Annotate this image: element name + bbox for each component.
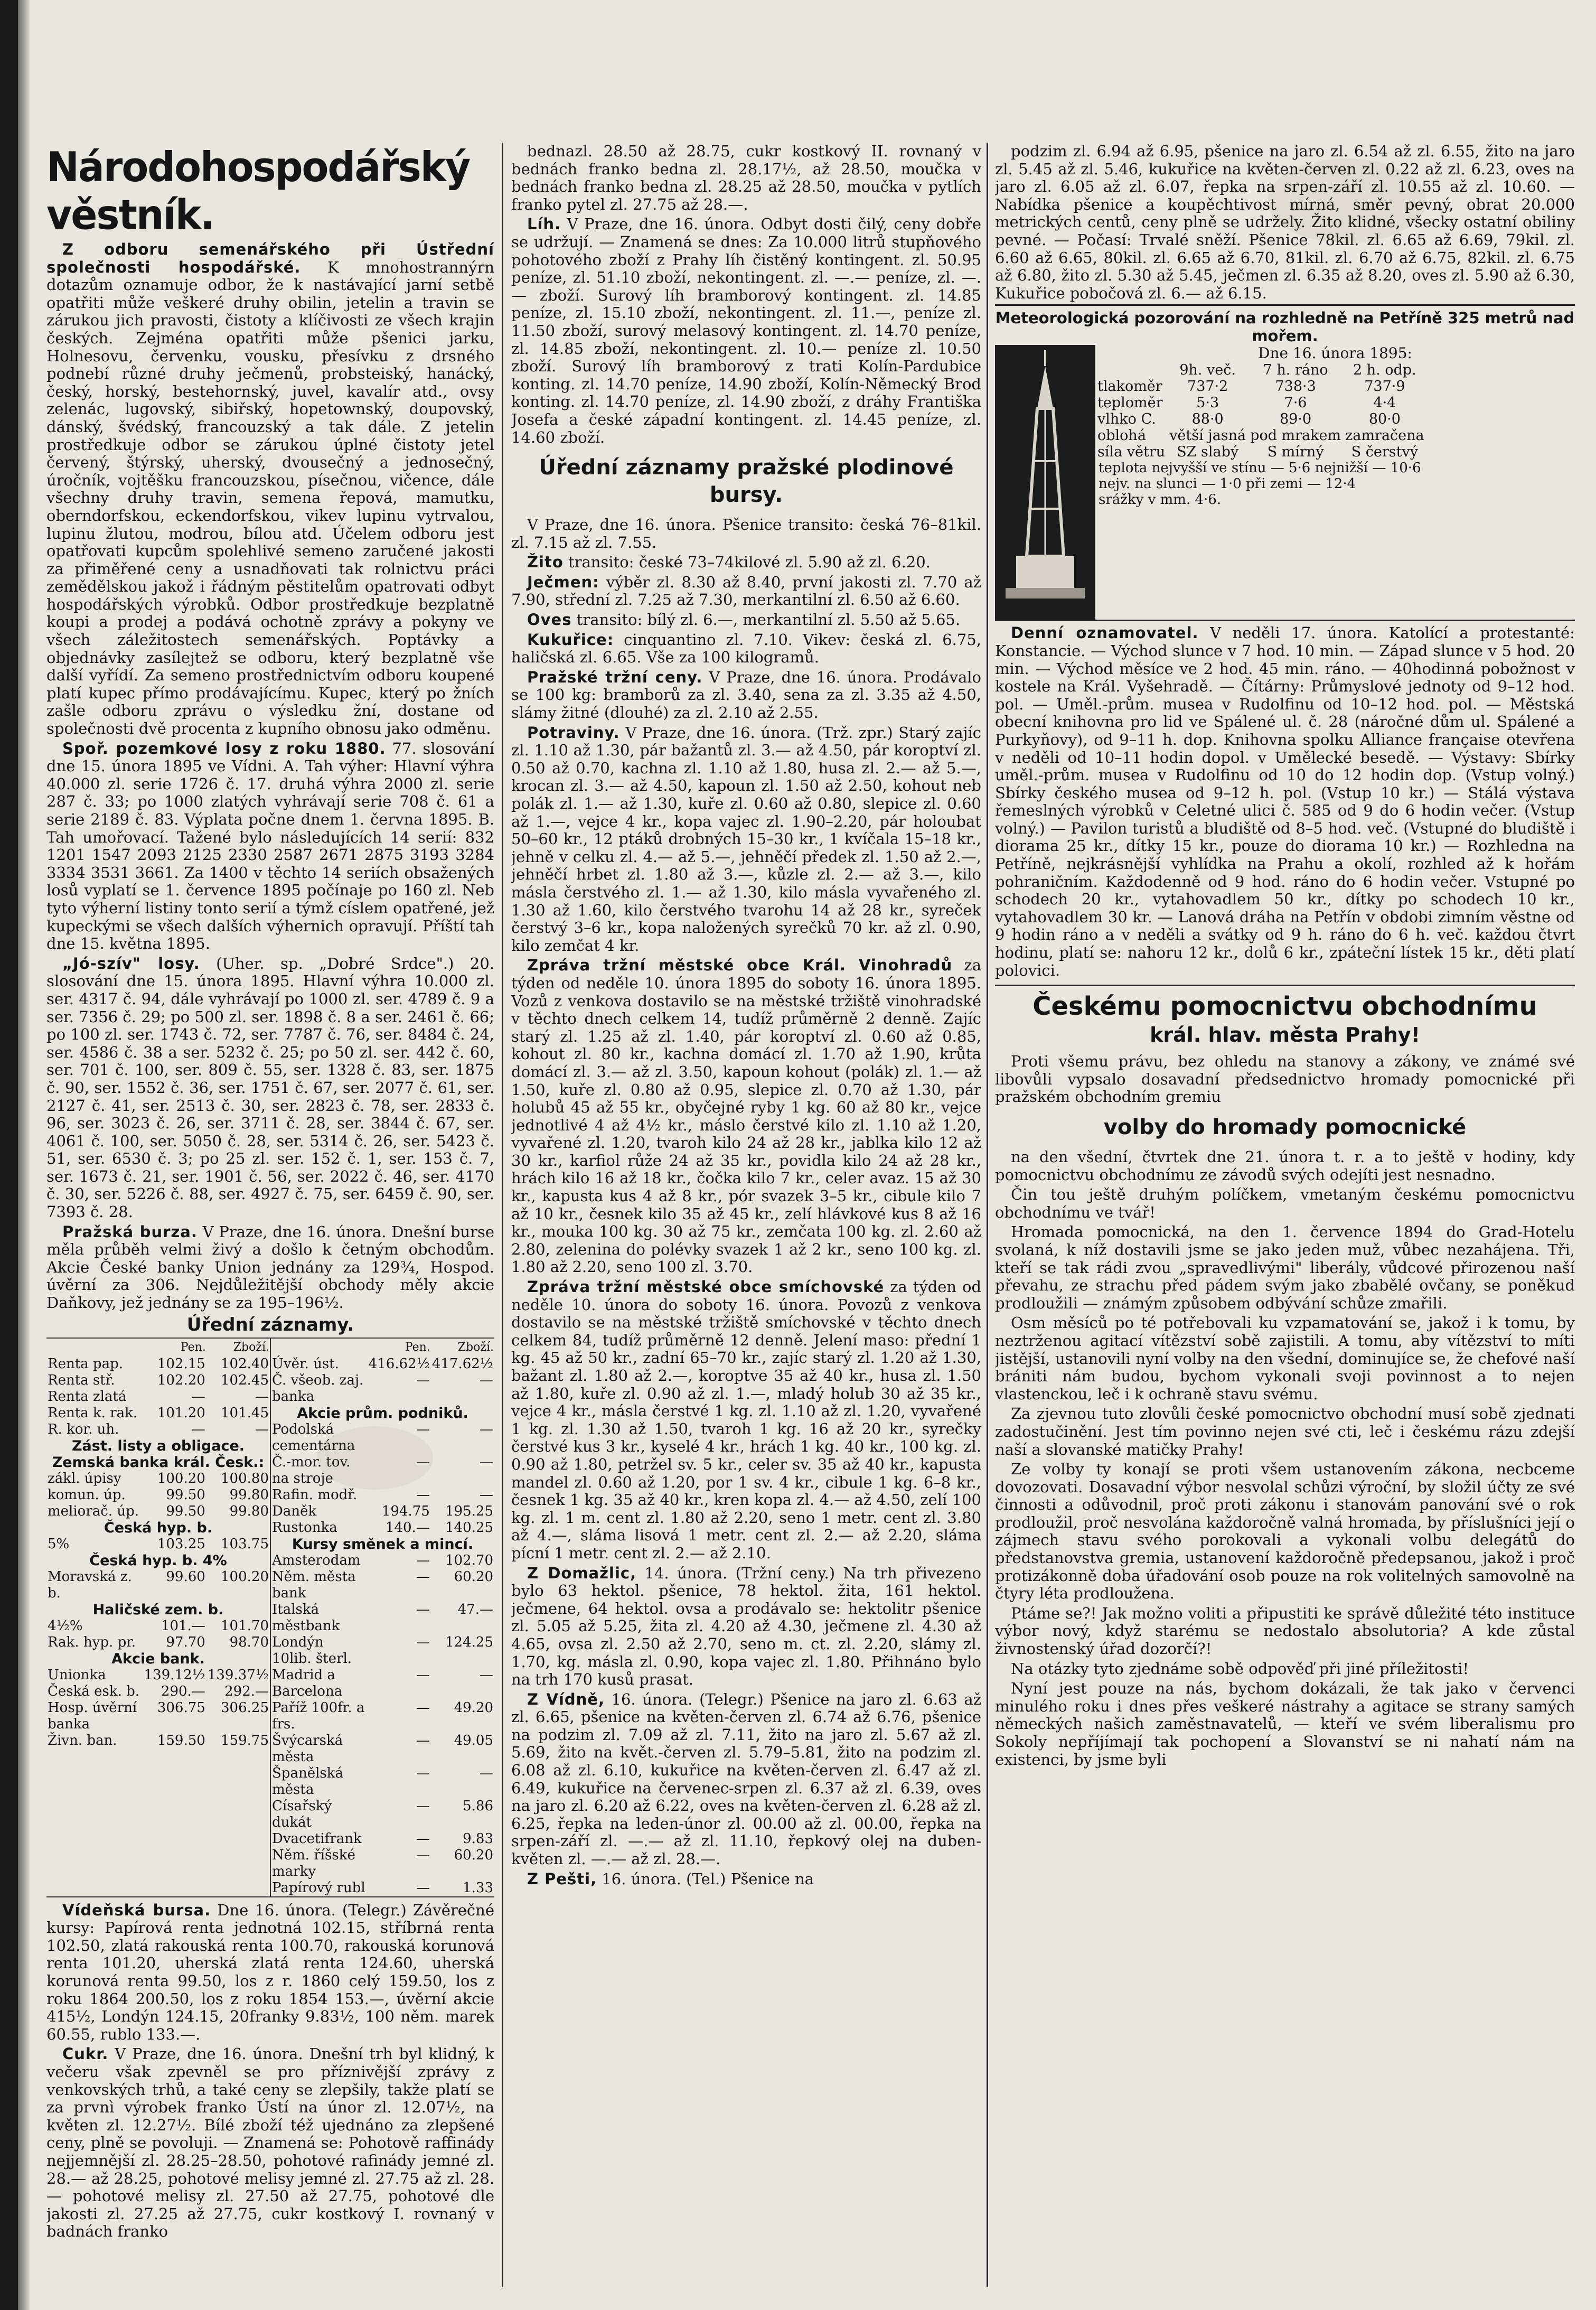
meteo-value: 7·6 xyxy=(1284,395,1307,412)
meteo-row xyxy=(1095,395,1426,411)
quote-goods: 98.70 xyxy=(229,1634,269,1650)
article-lead: Pražské tržní ceny. xyxy=(527,668,703,686)
quote-row xyxy=(271,1634,494,1667)
article-text: 16. února. (Telegr.) Pšenice na jaro zl. 6.63 až zl. 6.65, pšenice na květen-červen zl. 6.74 až 6.76, pšenice na podzim zl. 7.09 až zl. 7.11, žito na jaro zl. 5.67 až zl. 5.69, žito na květ.-červen zl. 5.79–5.81, žito na podzim zl. 6.08 až zl. 6.10, kukuřice na květen-červen zl. 6.47 až zl. 6.49, kukuřice na červenec-srpen zl. 6.37 až zl. 6.39, oves na jaro zl. 6.20 až 6.22, oves na květen-červen zl. 6.28 až zl. 6.25, řepka na leden-únor zl. 00.00 až zl. 00.00, řepka na srpen-září zl. —.— až zl. 11.10, řepkový olej na duben-květen zl. —.— až zl. 28.—. xyxy=(511,1690,981,1868)
quote-name: Renta stř. xyxy=(48,1372,115,1388)
quote-money: 99.50 xyxy=(166,1503,205,1519)
quote-goods: 49.20 xyxy=(454,1699,493,1716)
quote-money: 102.20 xyxy=(157,1372,205,1388)
quote-money: — xyxy=(416,1830,430,1847)
appeal-paragraph: na den všední, čtvrtek dne 21. února t. r. a to ještě v hodiny, kdy pomocnictvu obchodnímu ze závodů svých odejíti jest nesnadno. xyxy=(995,1148,1575,1184)
quote-name: Renta pap. xyxy=(48,1355,123,1372)
quote-goods: 292.— xyxy=(224,1683,269,1699)
meteo-label: vlhko C. xyxy=(1097,411,1156,428)
quote-row xyxy=(46,1684,270,1700)
quote-name: Haličské zem. b. xyxy=(92,1601,224,1618)
article-paragraph xyxy=(995,624,1575,979)
appeal-paragraph: Na otázky tyto zjednáme sobě odpověď při jiné příležitosti! xyxy=(1011,1659,1469,1678)
article-text: podzim zl. 6.94 až 6.95, pšenice na jaro zl. 6.54 až zl. 6.55, žito na jaro zl. 5.45 až zl. 5.46, kukuřice na květen-červen zl. 0.22 až zl. 6.23, oves na jaro zl. 6.05 až zl. 6.07, řepka na srpen-září zl. 10.55 až zl. 10.60. — Nabídka pšenice a koupěchtivost mírná, směr pevný, obrat 20.000 metrických centů, ceny plně se udržely. Žito klidné, všecky ostatní obiliny pevné. — Počasí: Trvalé sněží. Pšenice 78kil. zl. 6.65 až 6.69, 79kil. zl. 6.60 až 6.65, 80kil. zl. 6.65 až 6.70, 81kil. zl. 6.70 až 6.75, 82kil. zl. 6.75 až 6.80, žito zl. 5.30 až 5.45, ječmen zl. 6.35 až 8.20, oves zl. 5.90 až 6.30, Kukuřice pobočová zl. 6.— až 6.15. xyxy=(995,143,1575,302)
article-paragraph xyxy=(511,1691,981,1868)
col3-articles-b xyxy=(995,624,1575,979)
meteo-label: teploměr xyxy=(1097,395,1163,412)
article-text: V Praze, dne 16. února. Odbyt dosti čilý, ceny dobře se udržují. — Znamená se dnes: Za 10.000 litrů stupňového pohotového zboží z Prahy líh čistěný kontingent. zl. 50.95 peníze, zl. 51.10 zboží, nekontingent. zl. —.— peníze, zl. —.— zboží. Surový líh bramborový kontingent. zl. 14.85 peníze, zl. 15.10 zboží, nekontingent. zl. 11.—, peníze zl. 11.50 zboží, surový melasový kontingent. zl. 14.70 peníze, zl. 14.85 zboží, nekontingent. zl. 10.— peníze zl. 10.50 zboží. Surový líh bramborový z trati Kolín-Pardubice konting. zl. 14.70 peníze, 14.90 zboží, Kolín-Německý Brod konting. zl. 14.70 peníze, zl. 14.90 zboží, z dráhy Františka Josefa a české západní kontingent. zl. 14.45 peníze, zl. 14.60 zboží. xyxy=(511,215,981,446)
column-markets xyxy=(511,143,981,2287)
quote-goods: 159.75 xyxy=(221,1732,269,1748)
meteo-date: Dne 16. února 1895: xyxy=(1258,344,1412,362)
quote-goods: 102.70 xyxy=(445,1552,493,1568)
quote-name: R. kor. uh. xyxy=(48,1421,119,1437)
quotes-header-cell: Pen. xyxy=(405,1340,430,1354)
quote-name: Papírový rubl xyxy=(272,1879,365,1896)
article-paragraph xyxy=(46,1223,494,1312)
quotes-header-cell: Zboží. xyxy=(233,1340,269,1354)
quote-money: — xyxy=(416,1568,430,1585)
quote-name: Něm. města bank xyxy=(272,1568,356,1601)
quote-name: Zemská banka král. Česk.: xyxy=(52,1454,265,1471)
quote-goods: 5.86 xyxy=(463,1798,493,1814)
page-binding-shadow xyxy=(18,0,30,2310)
quote-name: Rak. hyp. pr. xyxy=(48,1634,136,1650)
quote-money: — xyxy=(416,1601,430,1617)
article-lead: Pražská burza. xyxy=(62,1222,198,1241)
appeal-title: Českému pomocnictvu obchodnímu xyxy=(995,985,1575,1022)
quote-money: 290.— xyxy=(161,1683,205,1699)
quote-name: Živn. ban. xyxy=(48,1732,117,1748)
quote-row xyxy=(46,1421,270,1438)
article-text: bednazl. 28.50 až 28.75, cukr kostkový II. rovnaný v bednách franko bedna zl. 28.17½, až 28.50, moučka v bednách franko bedna zl. 28.25 až 28.50, moučka v pytlích franko pytel zl. 27.75 až 28.—. xyxy=(511,143,981,213)
quote-money: — xyxy=(416,1732,430,1748)
quote-money: — xyxy=(416,1847,430,1863)
quote-money: 416.62½ xyxy=(368,1355,430,1372)
article-paragraph xyxy=(511,554,981,572)
quote-goods: 1.33 xyxy=(463,1879,493,1896)
article-paragraph xyxy=(511,216,981,446)
article-lead: Denní oznamovatel. xyxy=(1011,624,1199,642)
quote-goods: — xyxy=(480,1454,493,1470)
meteo-value: S mírný xyxy=(1267,444,1324,461)
article-lead: Líh. xyxy=(527,215,561,233)
meteo-temp: teplota nejvyšší ve stínu — 5·6 nejnižší — 10·6 nejv. na slunci — 1·0 při zemi — 12·4 srážky v mm. 4·6. xyxy=(1099,460,1421,508)
article-lead: Žito xyxy=(527,553,564,572)
quote-row xyxy=(46,1602,270,1618)
quote-name: Italská městbank xyxy=(272,1601,340,1634)
article-text: K mnohostrannýrn dotazům oznamuje odbor, že k nastávající jarní setbě opatřiti může veškeré druhy obilin, jetelin a travin se zárukou jich pravosti, čistoty a klíčivosti ze všech krajin českých. Zejména opatřiti může pšenici jarku, Holnesovu, červenku, vousku, přesívku z drsného podnebí různé druhy ječmenů, probsteiský, hanácký, český, horský, bestehornský, juvel, kavalír atd., ovsy zelenác, lugovský, sibiřský, hopetownský, doupovský, dánský, švédský, francouzský a tak dále. Z jetelin prostředkuje odbor se zárukou úplné čistoty jetel červený, štýrský, uherský, dvousečný a jednosečný, úročník, vojtěšku francouzskou, písečnou, vičence, dále všechny druhy travin, semena řepová, mamutku, oberndorfskou, eckendorfskou, vikev lupinu vytrvalou, lupinu žlutou, modrou, bílou atd. Účelem odboru jest opatřovati kupcům spolehlivé semeno zaručené jakosti za přiměřené ceny a usnadňovati tak rolnictvu práci zemědělskou jakož i řádným pěstitelům opatrovati odbyt hospodářských výrobků. Odbor prostředkuje bezplatně koupi a prodej a podává ochotně zprávy a pokyny ve všech záležitostech semenářských. Poptávky a objednávky zasílejtež se odboru, který bezplatně vše další vyřídí. Za semeno prostřednictvím odboru koupené platí kupec přímo prodávajícímu. Kupec, který po žních zašle odboru zprávu o výsledku žní, dostane od společnosti dvě procenta z kupního obnosu jako odměnu. xyxy=(46,258,494,738)
article-paragraph xyxy=(511,1871,981,1888)
quote-money: — xyxy=(416,1372,430,1388)
col1-articles-after xyxy=(46,1902,494,2241)
quote-name: Renta k. rak. xyxy=(48,1405,138,1421)
article-paragraph xyxy=(511,516,981,551)
article-paragraph xyxy=(46,1902,494,2044)
appeal-paragraph: Osm měsíců po té potřebovali ku vzpamatování se, jakož i k tomu, by neztrženou agitací vítězství sobě zajistili. A tomu, aby vítězství to míti jistější, ustanovili nyní volby na den všední, dominujíce se, že chefové naší brániti nám budou, bychom vykonali svoji povinnost a to nejen vlastenckou, leč i k ochraně stavu svému. xyxy=(995,1314,1575,1403)
article-lead: Z Pešti, xyxy=(527,1869,597,1888)
quote-money: — xyxy=(416,1798,430,1814)
article-lead: Oves xyxy=(527,611,572,629)
quotes-header-cell xyxy=(271,1339,368,1356)
quote-name: Česká hyp. b. xyxy=(104,1519,213,1536)
quote-name: Akcie prům. podniků. xyxy=(297,1405,468,1421)
quote-name: komun. úp. xyxy=(48,1486,126,1503)
quote-goods: 9.83 xyxy=(463,1830,493,1847)
quote-name: Madrid a Barcelona xyxy=(272,1667,343,1699)
quote-goods: 417.62½ xyxy=(431,1355,493,1372)
quote-row xyxy=(46,1356,270,1372)
section-masthead: Národohospodářský věstník. xyxy=(46,143,470,239)
appeal-paragraph: Ptáme se?! Jak možno voliti a připustiti ke správě důležité této instituce výbor nový, když starému se nedostalo absolutoria? A kde zůstal živnostenský úřad dozorčí?! xyxy=(995,1604,1575,1658)
quote-goods: 103.75 xyxy=(221,1536,269,1552)
meteo-table xyxy=(1095,362,1426,460)
article-text: transito: bílý zl. 6.—, merkantilní zl. 5.50 až 5.65. xyxy=(576,611,961,629)
quote-row xyxy=(46,1438,270,1454)
meteo-label: síla větru xyxy=(1097,444,1166,461)
quote-name: Švýcarská města xyxy=(272,1732,343,1765)
quote-name: Zást. listy a obligace. xyxy=(71,1437,245,1454)
quote-row xyxy=(46,1569,270,1602)
meteo-value: 5·3 xyxy=(1196,395,1219,412)
col2-articles-b xyxy=(511,516,981,1888)
article-text: 16. února. (Tel.) Pšenice na xyxy=(602,1869,814,1888)
quote-row xyxy=(271,1405,494,1421)
article-paragraph xyxy=(511,1565,981,1689)
quote-name: zákl. úpisy xyxy=(48,1470,121,1486)
quote-row xyxy=(46,1536,270,1553)
meteo-title: Meteorologická pozorování na rozhledně na Petříně 325 metrů nad mořem. xyxy=(995,304,1575,345)
quote-money: 306.75 xyxy=(157,1699,205,1716)
article-lead: Zpráva tržní městské obce Král. Vinohradů xyxy=(527,956,953,975)
meteo-time: 9h. več. xyxy=(1179,362,1236,379)
quote-row xyxy=(271,1569,494,1602)
quote-goods: 195.25 xyxy=(445,1503,493,1519)
quote-goods: — xyxy=(255,1388,269,1405)
meteo-value: 4·4 xyxy=(1373,395,1396,412)
quote-row xyxy=(271,1700,494,1733)
quote-goods: 101.70 xyxy=(221,1617,269,1634)
meteo-box xyxy=(995,345,1575,621)
article-text: (Uher. sp. „Dobré Srdce".) 20. slosování dne 15. února 1895. Hlavní výhra 10.000 zl. ser. 4317 č. 94, dále vyhrávají po 1000 zl. ser. 4789 č. 9 a ser. 7356 č. 29; po 500 zl. ser. 1898 č. 8 a ser. 2461 č. 66; po 100 zl. ser. 1743 č. 72, ser. 7787 č. 76, ser. 8484 č. 24, ser. 4586 č. 38 a ser. 5232 č. 25; po 50 zl. ser. 442 č. 60, ser. 701 č. 100, ser. 809 č. 55, ser. 1328 č. 83, ser. 1875 č. 90, ser. 1552 č. 36, ser. 1751 č. 67, ser. 2077 č. 61, ser. 2127 č. 41, ser. 2513 č. 30, ser. 2823 č. 78, ser. 2833 č. 96, ser. 3023 č. 26, ser. 3711 č. 28, ser. 3844 č. 67, ser. 4061 č. 100, ser. 5050 č. 28, ser. 5314 č. 26, ser. 5423 č. 51, ser. 6530 č. 3; po 25 zl. ser. 152 č. 1, ser. 153 č. 7, ser. 1673 č. 21, ser. 1901 č. 56, ser. 2022 č. 46, ser. 4170 č. 30, ser. 5226 č. 88, ser. 4927 č. 75, ser. 6459 č. 90, ser. 7393 č. 28. xyxy=(46,954,494,1221)
meteo-row xyxy=(1095,378,1426,395)
quote-goods: 140.25 xyxy=(445,1519,493,1536)
meteo-value: 738·3 xyxy=(1275,378,1316,395)
meteo-value: větší jasná xyxy=(1169,427,1246,444)
appeal-intro: Proti všemu právu, bez ohledu na stanovy a zákony, ve známé své libovůli vypsalo dosavadní předsednictvo hromady pomocnické při pražském obchodním gremiu xyxy=(995,1052,1575,1106)
quote-row xyxy=(46,1454,270,1471)
quote-goods: — xyxy=(480,1765,493,1781)
quote-name: Česká hyp. b. 4% xyxy=(89,1552,227,1569)
article-lead: Ječmen: xyxy=(527,573,599,591)
column-rule-2 xyxy=(987,143,988,2287)
quote-money: 103.25 xyxy=(157,1536,205,1552)
quote-goods: 139.37½ xyxy=(207,1667,269,1683)
quote-row xyxy=(271,1831,494,1847)
quote-money: — xyxy=(416,1667,430,1683)
quote-row xyxy=(271,1667,494,1700)
article-lead: Z Domažlic, xyxy=(527,1564,637,1582)
appeal-paragraph: Nyní jest pouze na nás, bychom dokázali, že tak jako v červenci minulého roku i dnes přes veškeré nástrahy a agitace se strany samých německých našich zaměstnavatelů, — kteří ve svém liberalismu pro Sokoly nepříjímají tak pochopení a Slovanství se ni nahatí nám na existenci, by jsme byli xyxy=(995,1679,1575,1769)
quote-name: Londýn 10lib. šterl. xyxy=(272,1634,352,1667)
quote-row xyxy=(46,1520,270,1536)
quote-row xyxy=(271,1765,494,1798)
meteo-corner xyxy=(1095,362,1167,378)
quote-row xyxy=(271,1372,494,1405)
quote-goods: 100.20 xyxy=(221,1568,269,1585)
quote-money: 102.15 xyxy=(157,1355,205,1372)
quote-row xyxy=(271,1733,494,1765)
quote-goods: 60.20 xyxy=(454,1847,493,1863)
quote-row xyxy=(271,1847,494,1880)
quote-name: Španělská města xyxy=(272,1765,344,1798)
meteo-value: 89·0 xyxy=(1280,411,1312,428)
quote-goods: — xyxy=(255,1421,269,1437)
grain-exchange-title: Úřední záznamy pražské plodinové bursy. xyxy=(539,455,954,508)
article-lead: „Jó-szív" losy. xyxy=(62,954,200,972)
quote-row xyxy=(271,1356,494,1372)
quote-name: Hosp. úvěrní banka xyxy=(48,1699,137,1732)
article-text: V Praze, dne 16. února. Prodávalo se 100 kg: bramborů za zl. 3.40, sena za zl. 3.35 až 4.50, slámy žitné (dlouhé) za zl. 2.10 až 2.55. xyxy=(511,668,981,722)
quote-money: — xyxy=(416,1486,430,1503)
article-lead: Z odboru semenářského při Ústřední společnosti hospodářské. xyxy=(46,240,494,276)
quote-goods: 102.45 xyxy=(221,1372,269,1388)
quote-row xyxy=(271,1536,494,1553)
article-lead: Kukuřice: xyxy=(527,630,614,649)
article-paragraph xyxy=(46,2045,494,2241)
quote-name: Podolská cementárna xyxy=(272,1421,355,1454)
article-text: V neděli 17. února. Katolící a protestanté: Konstancie. — Východ slunce v 7 hod. 10 min. — Západ slunce v 5 hod. 20 min. — Východ měsíce ve 2 hod. 45 min. ráno. — 40hodinná pobožnost v kostele na Král. Vyšehradě. — Čítárny: Průmyslové jednoty od 9–12 hod. pol. — Uměl.-prům. musea v Rudolfinu od 10–12 hod. pol. — Městská obecní knihovna pro lid ve Spálené ul. č. 28 (náročné dům ul. Spálené a Purkyňovy), od 9–11 h. dop. Knihovna spolku Alliance française otevřena v neděli od 10–11 hodin dopol. v Umělecké besedě. — Výstavy: Sbírky uměl.-prům. musea v Rudolfinu od 10 do 12 hodin dop. (Vstup volný.) Sbírky českého musea od 9–12 h. pol. (Vstup 10 kr.) — Stálá výstava řemeslných výrobků v Celetné ulici č. 585 od 9 do 6 hodin večer. (Vstup volný.) — Pavilon turistů a bludiště od 8–5 hod. več. (Vstupné do bludiště i diorama 25 kr., dítky 15 kr., pouze do diorama 10 kr.) — Rozhledna na Petříně, nejkrásnější vyhlídka na Prahu a okolí, rozhled až k hořám pohraničním. Každodenně od 9 hod. ráno do 6 hodin večer. Vstupné po schodech 20 kr., vytahovadlem 50 kr., dítky po schodech 10 kr., vytahovadlem 30 kr. — Lanová dráha na Petřín v obdobi zimním věstne od 9 hodin ráno a v neděli a svátky od 9 h. ráno do 6 h. več. každou čtvrt hodinu, platí se: nahoru 12 kr., dolů 6 kr., zpáteční lístek 15 kr., děti platí polovici. xyxy=(995,624,1575,979)
quote-money: — xyxy=(416,1552,430,1568)
article-paragraph xyxy=(46,740,494,953)
quote-money: 99.60 xyxy=(166,1568,205,1585)
quote-row xyxy=(271,1503,494,1520)
meteo-value: SZ slabý xyxy=(1177,444,1239,461)
article-paragraph xyxy=(511,724,981,955)
meteo-value: zamračena xyxy=(1345,427,1424,444)
col2-articles xyxy=(511,143,981,446)
article-text: V Praze, dne 16. února. Dnešní burse měla průběh velmi živý a došlo k četným obchodům. Akcie České banky Union jednány za 129¾, Hospod. úvěrní za 306. Nejdůležitější obchody měly akcie Daňkovy, jež jednány se za 195–196½. xyxy=(46,1222,494,1312)
quote-row xyxy=(46,1634,270,1651)
appeal-paragraph: Za zjevnou tuto zlovůli české pomocnictvo obchodní musí sobě zjednati zadostučinění. Jest tím povinno nejen své cti, leč i českému rázu zdejší naší a slovanské matičky Prahy! xyxy=(995,1405,1575,1458)
quote-money: 101.20 xyxy=(157,1405,205,1421)
quote-money: 100.20 xyxy=(157,1470,205,1486)
quote-row xyxy=(46,1503,270,1520)
article-paragraph xyxy=(46,955,494,1221)
quote-money: — xyxy=(416,1879,430,1896)
quote-name: Něm. říšské marky xyxy=(272,1847,355,1879)
meteo-header-row xyxy=(1095,362,1426,378)
quote-row xyxy=(46,1471,270,1487)
quote-money: — xyxy=(191,1421,205,1437)
page-binding-edge xyxy=(0,0,18,2310)
quote-row xyxy=(46,1405,270,1421)
quote-name: Rafin. modř. xyxy=(272,1486,358,1503)
quote-goods: — xyxy=(480,1421,493,1437)
quote-name: Rustonka xyxy=(272,1519,337,1536)
quote-goods: — xyxy=(480,1486,493,1503)
petrin-tower-illustration xyxy=(995,345,1095,620)
appeal-subtitle: král. hlav. města Prahy! xyxy=(1150,1023,1420,1047)
meteo-value: 88·0 xyxy=(1191,411,1224,428)
quote-name: Moravská z. b. xyxy=(48,1568,132,1601)
quote-name: 4½% xyxy=(48,1617,83,1634)
meteo-row xyxy=(1095,427,1426,444)
quote-name: Daněk xyxy=(272,1503,317,1519)
column-economic-news xyxy=(46,143,494,2287)
quote-money: — xyxy=(416,1765,430,1781)
article-paragraph xyxy=(995,143,1575,302)
quote-row xyxy=(271,1798,494,1831)
quote-name: Kursy směnek a mincí. xyxy=(292,1536,474,1553)
article-text: za týden od neděle 10. února do soboty 16. února. Povozů z venkova dostavilo se na městské tržiště smíchovské v těchto dnech celkem 84, tudíž průměrně 12 denně. Jelení maso: přední 1 kg. 45 až 50 kr., zadní 65–70 kr., zajíc starý zl. 1.20 až 1.30, bažant zl. 1.80 až 2.—, koroptve 35 až 40 kr., husa zl. 1.50 až 1.80, kuře zl. 0.90 až zl. 1.—, mladý holub 30 až 35 kr., vejce 4 kr., másla čerstvé 1 kg. zl. 1.10 až zl. 1.20, vyvařené 1 kg. zl. 1.30 až 1.50, tvaroh 1 kg. 16 až 20 kr., syrečky čerstvé kus 3 kr., kyselé 4 kr., hrách 1 kg. 40 kr., 100 kg. zl. 0.90 až 1.80, petržel sv. 5 kr., celer sv. 35 až 40 kr., kapusta mandel zl. 0.60 až 1.20, por 1 sv. 4 kr., cibule 1 kg. 6–8 kr., česnek 1 kg. 35 až 40 kr., kren kopa zl. 4.— až 4.50, zelí 100 kg. zl. 1 m. cent zl. 1.80 až 2.20, seno 1 metr. cent zl. 3.80 až 4.—, sláma lisová 1 metr. cent zl. 2.— až 2.20, sláma pícní 1 metr. cent zl. 2.— až 2.10. xyxy=(511,1278,981,1562)
meteo-row xyxy=(1095,411,1426,427)
quotes-table xyxy=(46,1338,494,1897)
quotes-header-cell: Zboží. xyxy=(457,1340,494,1354)
col1-articles xyxy=(46,241,494,1312)
article-lead: Zpráva tržní městské obce smíchovské xyxy=(527,1278,885,1296)
quote-row xyxy=(46,1487,270,1503)
article-text: 14. února. (Tržní ceny.) Na trh přivezeno bylo 63 hektol. pšenice, 78 hektol. žita, 161 hektol. ječmene, 64 hektol. ovsa a prodávalo se: hektolitr pšenice zl. 5.05 až 5.25, žita zl. 4.20 až 4.30, ječmene zl. 4.30 až 4.65, ovsa zl. 2.50 až 2.70, seno m. ct. zl. 2.20, slámy zl. 1.70, kg. másla zl. 0.90, kopa vajec zl. 1.80. Přihnáno bylo na trh 170 kusů prasat. xyxy=(511,1564,981,1689)
article-text: transito: české 73–74kilové zl. 5.90 až zl. 6.20. xyxy=(568,553,931,572)
meteo-value: 737·2 xyxy=(1187,378,1228,395)
quote-goods: 99.80 xyxy=(229,1486,269,1503)
article-paragraph xyxy=(46,241,494,738)
quote-row xyxy=(271,1553,494,1569)
quote-row xyxy=(46,1667,270,1684)
quote-goods: — xyxy=(480,1667,493,1683)
quote-goods: 306.25 xyxy=(221,1699,269,1716)
quote-money: 97.70 xyxy=(166,1634,205,1650)
quote-row xyxy=(46,1700,270,1733)
article-lead: Cukr. xyxy=(62,2045,109,2063)
quote-money: — xyxy=(416,1421,430,1437)
quote-goods: 101.45 xyxy=(221,1405,269,1421)
quote-money: 140.— xyxy=(385,1519,430,1536)
quote-name: Č.-mor. tov. na stroje xyxy=(272,1454,351,1486)
quote-goods: — xyxy=(480,1372,493,1388)
quotes-title: Úřední záznamy. xyxy=(186,1314,354,1335)
quote-money: — xyxy=(416,1699,430,1716)
quote-money: 99.50 xyxy=(166,1486,205,1503)
quote-goods: 49.05 xyxy=(454,1732,493,1748)
article-text: V Praze, dne 16. února. (Trž. zpr.) Starý zajíc zl. 1.10 až 1.30, pár bažantů zl. 3.— až 4.50, pár koroptví zl. 0.50 až 0.70, kachna zl. 1.10 až 1.80, husa zl. 2.— až 5.—, krocan zl. 3.— až 4.50, kapoun zl. 1.50 až 2.50, kohout neb polák zl. 1.— až 1.30, kuře zl. 0.60 až 0.80, slepice zl. 0.60 až 1.—, vejce 4 kr., kopa vajec zl. 1.90–2.20, pár holoubat 50–60 kr., 12 ptáků drobných 15–30 kr., 1 kvíčala 15–18 kr., jehně v celku zl. 4.— až 5.—, jehněčí předek zl. 1.50 až 2.—, jehněčí hrbet zl. 1.80 až 3.—, kůzle zl. 2.— až 3.—, kilo másla čerstvého zl. 1.— až 1.30, kilo másla vyvařeného zl. 1.30 až 1.60, kilo čerstvého tvarohu 14 až 28 kr., syreček čerstvý 3–6 kr., kopa naložených syrečků 70 kr. až zl. 0.90, kilo zemčat 4 kr. xyxy=(511,723,981,955)
article-text: cinquantino zl. 7.10. Vikev: česká zl. 6.75, haličská zl. 6.65. Vše za 100 kilogramů. xyxy=(511,630,981,667)
quote-goods: 124.25 xyxy=(445,1634,493,1650)
quote-row xyxy=(271,1421,494,1454)
col3-articles xyxy=(995,143,1575,302)
quote-name: Úvěr. úst. xyxy=(272,1355,339,1372)
article-text: za týden od neděle 10. února 1895 do soboty 16. února 1895. Vozů z venkova dostavilo se na městské tržiště vinohradské v těchto dnech celkem 14, tudíž průměrně 2 denně. Zajíc starý zl. 1.25 až zl. 1.40, pár koroptví zl. 0.60 až 0.85, kohout zl. 80 kr., kachna domácí zl. 1.70 až 1.90, krůta domácí zl. 3.— až zl. 3.50, kapoun kohout (polák) zl. 1.— až 1.50, kuře zl. 0.80 až 0.95, slepice zl. 0.70 až 1.30, pár holubů 45 až 55 kr., obyčejné ryby 1 kg. 60 až 80 kr., vejce jednotlivé 4 až 4½ kr., máslo čerstvé kilo zl. 1.10 až 1.20, vyvařené zl. 1.20, tvaroh kilo 24 až 28 kr., jablka kilo 12 až 30 kr., karfiol růže 24 až 35 kr., povidla kilo 24 až 28 kr., hrách kilo 16 až 18 kr., čočka kilo 7 kr., celer avaz. 15 až 30 kr., kapusta kus 4 až 8 kr., pór svazek 3–5 kr., cibule kilo 7 až 10 kr., česnek kilo 35 až 45 kr., zelí hlávkové kus 8 až 16 kr., mouka 100 kg. 30 až 75 kr., zemčata 100 kg. zl. 2.60 až 2.80, zelenina do polévky svazek 1 až 2 kr., seno 100 kg. zl. 1.80 až 2.20, seno 100 zl. 3.70. xyxy=(511,956,981,1276)
quote-goods: 102.40 xyxy=(221,1355,269,1372)
quote-money: 101.— xyxy=(161,1617,205,1634)
quote-row xyxy=(46,1651,270,1667)
quote-money: — xyxy=(416,1454,430,1470)
quotes-header-cell: Pen. xyxy=(180,1340,206,1354)
meteo-value: 737·9 xyxy=(1364,378,1405,395)
quote-row xyxy=(271,1487,494,1503)
quote-goods: 47.— xyxy=(457,1601,493,1617)
meteo-label: tlakoměr xyxy=(1097,378,1162,395)
column-rule-1 xyxy=(502,143,503,2287)
quote-name: Česká esk. b. xyxy=(48,1683,140,1699)
article-lead: Vídeňská bursa. xyxy=(62,1901,211,1919)
article-text: výběr zl. 8.30 až 8.40, první jakosti zl. 7.70 až 7.90, střední zl. 7.25 až 7.30, merkantilní zl. 6.50 až 6.60. xyxy=(511,573,981,609)
article-lead: Z Vídně, xyxy=(527,1690,605,1708)
quote-row xyxy=(46,1389,270,1405)
quote-goods: 100.80 xyxy=(221,1470,269,1486)
quote-row xyxy=(46,1372,270,1389)
article-text: Dne 16. února. (Telegr.) Závěrečné kursy: Papírová renta jednotná 102.15, stříbrná renta 102.50, zlatá rakouská renta 100.70, rakouská korunová renta 101.20, uherská zlatá renta 124.60, uherská korunová renta 99.50, los z r. 1860 celý 159.50, los z roku 1864 200.50, los z roku 1854 153.—, úvěrní akcie 415½, Londýn 124.15, 20franky 9.83½, 100 něm. marek 60.55, rublo 133.—. xyxy=(46,1901,494,2043)
article-text: V Praze, dne 16. února. Pšenice transito: česká 76–81kil. zl. 7.15 až zl. 7.55. xyxy=(511,516,981,551)
appeal-body xyxy=(995,1148,1575,1769)
quote-name: Amsterodam xyxy=(272,1552,361,1568)
meteo-value: 80·0 xyxy=(1368,411,1401,428)
quote-money: 159.50 xyxy=(157,1732,205,1748)
quote-row xyxy=(46,1553,270,1569)
quote-goods: 99.80 xyxy=(229,1503,269,1519)
meteo-row xyxy=(1095,444,1426,460)
meteo-value: S čerstvý xyxy=(1351,444,1419,461)
quote-name: Č. všeob. zaj. banka xyxy=(272,1372,364,1405)
quote-row xyxy=(271,1602,494,1634)
quote-name: Dvacetifrank xyxy=(272,1830,362,1847)
article-paragraph xyxy=(511,631,981,667)
quote-money: — xyxy=(191,1388,205,1405)
quote-name: Akcie bank. xyxy=(111,1650,205,1667)
appeal-heading: volby do hromady pomocnické xyxy=(1103,1115,1467,1139)
article-paragraph xyxy=(511,1278,981,1563)
article-lead: Spoř. pozemkové losy z roku 1880. xyxy=(62,739,386,757)
quotes-header-cell xyxy=(46,1339,143,1356)
quote-money: — xyxy=(416,1634,430,1650)
appeal-paragraph: Hromada pomocnická, na den 1. července 1894 do Grad-Hotelu svolaná, k níž dostavili jsme se jako jeden muž, vůbec nezahájena. Tři, kteří se tak rádi zvou „spravedlivými" liberály, vůdcové přirozenou naší převahu, ze strachu před pádem svým jako zbabělé ovčany, se poněkud prodloužili — známým způsobem odbývání schůze zmařili. xyxy=(995,1223,1575,1312)
meteo-time: 7 h. ráno xyxy=(1263,362,1328,379)
quote-name: Paříž 100fr. a frs. xyxy=(272,1699,365,1732)
article-lead: Potraviny. xyxy=(527,723,620,742)
article-text: V Praze, dne 16. února. Dnešní trh byl klidný, k večeru však zpevněl se pro příznivější zprávy z venkovských trhů, a také ceny se zlepšily, takže platí se za prvnì výrobek franko Ústí na únor zl. 12.07½, na květen zl. 12.27½. Bílé zboží též ujednáno za zlepšené ceny, plně se povoluji. — Znamená se: Pohotově raffinády nejjemnější zl. 28.25–28.50, pohotové rafinády jemné zl. 28.— až 28.25, pohotové melisy jemné zl. 27.75 až zl. 28.— pohotové melisy zl. 27.50 až 27.75, pohotové dle jakosti zl. 27.25 až 27.75, cukr kostkový I. rovnaný v badnách franko xyxy=(46,2045,494,2241)
quote-row xyxy=(271,1520,494,1536)
meteo-time: 2 h. odp. xyxy=(1353,362,1416,379)
quote-goods: 60.20 xyxy=(454,1568,493,1585)
appeal-paragraph: Čin tou ještě druhým políčkem, vmetaným českému pomocnictvu obchodnímu ve tvář! xyxy=(995,1185,1575,1221)
article-paragraph xyxy=(511,957,981,1276)
column-various xyxy=(995,143,1575,2287)
quote-row xyxy=(46,1618,270,1634)
article-text: 77. slosování dne 15. února 1895 ve Vídni. A. Tah výher: Hlavní výhra 40.000 zl. serie 1726 č. 17. druhá výhra 2000 zl. serie 287 č. 33; po 1000 zlatých vyhrávají serie 708 č. 61 a serie 2189 č. 83. Výplata počne dnem 1. června 1895. B. Tah umořovací. Tažené bylo následujících 14 serií: 832 1201 1547 2093 2125 2330 2587 2671 2875 3193 3284 3334 3531 3661. Za 1400 v těchto 14 seriích obsažených losů vyplatí se 1. července 1895 počínaje po 160 zl. Neb tyto výherní listiny tonto serií a týmž císlem opatřené, jež kupeckými se všech dalších výhernich opravují. Příští tah dne 15. května 1895. xyxy=(46,739,494,953)
quotes-right xyxy=(271,1339,494,1896)
meteo-label: oblohá xyxy=(1097,427,1146,444)
quote-name: 5% xyxy=(48,1536,70,1552)
quote-name: Císařský dukát xyxy=(272,1798,332,1830)
appeal-paragraph: Ze volby ty konají se proti všem ustanovením zákona, necbceme dovozovati. Dosavadní výbor nesvolal schůzi výroční, by složil účty ze své činnosti a odůvodnil, proč proti zákonu i stanovám panování své o rok prodloužil, proč nesvolána každoročně valná hromada, by příslušníci její o zájmech stavu svého porokovali a vykonali volbu delegátů do předstanovstva gremia, ustanovení každoročně předepsanou, jakož i proč protizákonně doba úřadování osob pouze na rok volitelných samovolně na čtyry léta prodloužena. xyxy=(995,1460,1575,1603)
article-paragraph xyxy=(511,611,981,629)
quote-name: meliorač. úp. xyxy=(48,1503,139,1519)
quotes-left xyxy=(46,1339,270,1749)
article-paragraph xyxy=(511,669,981,722)
article-paragraph xyxy=(511,574,981,609)
article-paragraph xyxy=(511,143,981,213)
quote-row xyxy=(271,1880,494,1896)
quote-money: 194.75 xyxy=(381,1503,430,1519)
quote-name: Unionka xyxy=(48,1667,106,1683)
quotes-header-row xyxy=(271,1339,494,1356)
quote-row xyxy=(46,1733,270,1749)
quote-name: Renta zlatá xyxy=(48,1388,127,1405)
meteo-value: pod mrakem xyxy=(1250,427,1341,444)
quote-money: 139.12½ xyxy=(144,1667,205,1683)
quotes-header-row xyxy=(46,1339,270,1356)
quote-row xyxy=(271,1454,494,1487)
